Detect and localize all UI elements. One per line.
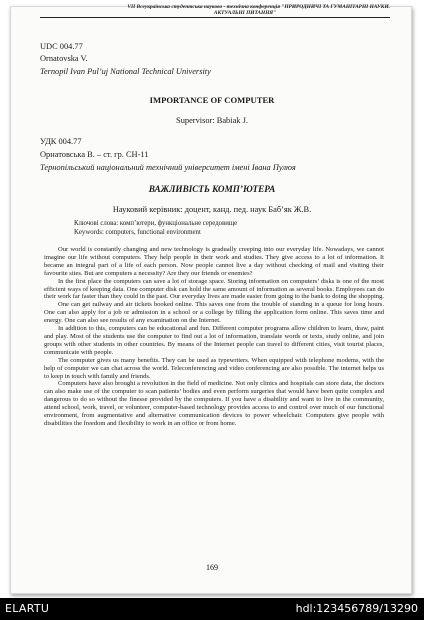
- paper-title-en: IMPORTANCE OF COMPUTER: [149, 95, 275, 105]
- keywords-en: Keywords: computers, functional environment: [74, 229, 201, 236]
- paragraph: In the first place the computers can save a lot of storage space. Storing information on computers’ disks is one of the most efficient ways of keeping data. One computer disk can hold the same amount of information as several books. Employees can do their work far faster than they could in the past. Our everyday lives are made easier from going to the bank to doing the shopping.: [44, 277, 384, 301]
- udc-code-en: UDC 004.77: [40, 42, 83, 51]
- paragraph: Our world is constantly changing and new technology is gradually creeping into our everyday life. Nowadays, we cannot imagine our life without computers. They help people in their work and studies. They give access to a lot of information. It became an integral part of a life of each person. Now people cannot live a day without checking of mail and visiting their favourite sites. But are computers a necessity? Are they our friends or enemies?: [44, 246, 384, 277]
- author-en: Ornatovska V.: [40, 54, 88, 63]
- udc-code-ua: УДК 004.77: [40, 137, 82, 146]
- page-number: 169: [206, 563, 218, 572]
- affiliation-ua: Тернопільський національний технічний університет імені Івана Пулюя: [40, 163, 296, 172]
- paragraph: One can get railway and air tickets booked online. This saves one from the trouble of standing in a queue for long hours. One can also apply for a job or admission in a school or a college by filling the application form online. This saves time and energy. One can also see results of any examination on the Internet.: [44, 301, 384, 325]
- affiliation-en: Ternopil Ivan Pul’uj National Technical University: [40, 67, 211, 76]
- author-ua: Орнатовська В. – ст. гр. СН-11: [40, 150, 149, 159]
- conference-header: [40, 4, 390, 18]
- body-text: [44, 246, 384, 428]
- paragraph: In addition to this, computers can be educational and fun. Different computer programs allow children to learn, draw, paint and play. Most of the students use the computer to find out a lot of information, translate words or texts, study online, and join groups with other students in other countries. By means of the Internet people can travel to different cities, visit tourist places, communicate with people.: [44, 325, 384, 356]
- supervisor-ua: Науковий керівник: доцент, канд. пед. наук Баб’як Ж.В.: [112, 205, 312, 214]
- header-line-1: VII Всеукраїнська студентська науково - технічна конференція "ПРИРОДНИЧІ ТА ГУМАНІТАРНІ НАУКИ.: [127, 4, 390, 10]
- repository-name-link[interactable]: ELARTU: [5, 602, 50, 615]
- repository-footer-bar: [0, 598, 424, 620]
- paragraph: The computer gives us many benefits. They can be used as typewriters. When equipped with telephone modems, with the help of computer we can chat across the world. Teleconferencing and video conferencing are also possible. The internet helps us to keep in touch with family and friends.: [44, 356, 384, 380]
- paragraph: Computers have also brought a revolution in the field of medicine. Not only clinics and hospitals can store data, the doctors can also make use of the computer to scan patients’ bodies and even perform surgeries that would have been quite complex and dangerous to do so without the finesse provided by the computers. If you have a disability and want to live in the community, attend school, work, travel, or volunteer, computer-based technology provides access to and control over much of our functional environment, from augmentative and alternative communication devices to power wheelchair. Computers give people with disabilities the freedom and flexibility to work in an office or from home.: [44, 380, 384, 427]
- paper-title-ua: ВАЖЛИВІСТЬ КОМП’ЮТЕРА: [148, 184, 276, 194]
- handle-link[interactable]: hdl:123456789/13290: [295, 602, 418, 615]
- header-line-2: АКТУАЛЬНІ ПИТАННЯ": [213, 10, 277, 16]
- keywords-ua: Ключові слова: комп’ютери, функціональне середовище: [74, 220, 238, 227]
- supervisor-en: Supervisor: Babiak J.: [176, 116, 248, 125]
